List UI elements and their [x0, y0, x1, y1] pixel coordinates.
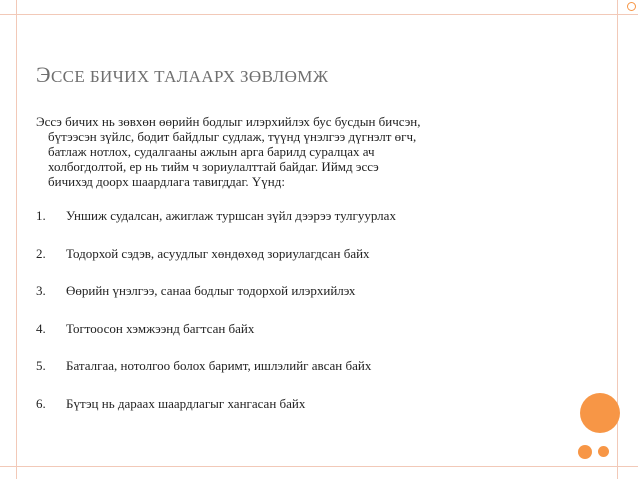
- intro-line: Эссэ бичих нь зөвхөн өөрийн бодлыг илэрхийлэх бус бусдын бичсэн,: [36, 114, 421, 129]
- list-item: [36, 283, 576, 321]
- list-item-text: Өөрийн үнэлгээ, санаа бодлыг тодорхой илэрхийлэх: [66, 283, 356, 298]
- list-item: [36, 358, 576, 396]
- list-item-number: 5.: [36, 358, 46, 373]
- decorative-small-circle: [598, 446, 609, 457]
- frame-bottom-line: [0, 466, 638, 467]
- list-item-number: 6.: [36, 395, 46, 411]
- list-item-text: Бүтэц нь дараах шаардлагыг хангасан байх: [66, 395, 306, 411]
- decorative-medium-circle: [578, 445, 592, 459]
- decorative-large-circle: [580, 393, 620, 433]
- title-rest: ССЕ БИЧИХ ТАЛААРХ ЗӨВЛӨМЖ: [50, 67, 329, 86]
- list-item: [36, 246, 576, 284]
- requirements-list: [36, 208, 576, 433]
- list-item-number: 3.: [36, 283, 46, 298]
- intro-line: холбогдолтой, ер нь тийм ч зориулалттай байдаг. Иймд эссэ: [48, 159, 379, 174]
- list-item-text: Баталгаа, нотолгоо болох баримт, ишлэлийг авсан байх: [66, 358, 372, 373]
- decorative-outline-circle: [627, 2, 636, 11]
- intro-line: бичихэд доорх шаардлага тавигддаг. Үүнд:: [48, 174, 285, 189]
- list-item-number: 1.: [36, 208, 46, 223]
- list-item: [36, 321, 576, 359]
- intro-line: бүтээсэн зүйлс, бодит байдлыг судлаж, түүнд үнэлгээ дүгнэлт өгч,: [48, 129, 417, 144]
- list-item-text: Тодорхой сэдэв, асуудлыг хөндөхөд зориулагдсан байх: [66, 245, 370, 261]
- frame-top-line: [0, 14, 638, 15]
- title-first-letter: Э: [36, 62, 51, 87]
- frame-left-line: [16, 0, 17, 479]
- list-item-number: 2.: [36, 245, 46, 261]
- list-item-number: 4.: [36, 320, 46, 336]
- slide-title: [36, 62, 596, 88]
- list-item-text: Тогтоосон хэмжээнд багтсан байх: [66, 320, 255, 336]
- intro-line: батлаж нотлох, судалгааны ажлын арга барилд суралцах ач: [48, 144, 375, 159]
- intro-paragraph: [36, 114, 556, 189]
- list-item: [36, 396, 576, 434]
- list-item: [36, 208, 576, 246]
- list-item-text: Уншиж судалсан, ажиглаж туршсан зүйл дээрээ тулгуурлах: [66, 208, 396, 223]
